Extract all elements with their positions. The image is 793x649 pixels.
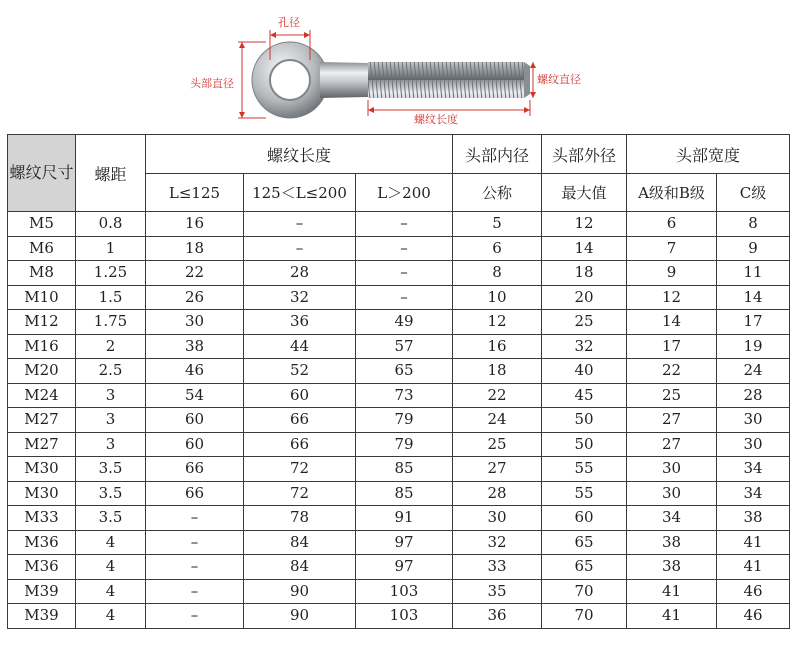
cell-thread-size: M16 <box>8 334 76 359</box>
cell-length-c: 103 <box>356 579 453 604</box>
cell-length-a: 54 <box>146 383 244 408</box>
cell-length-c: 103 <box>356 604 453 629</box>
table-body <box>8 212 790 629</box>
cell-length-c: – <box>356 285 453 310</box>
cell-head-outer-max: 55 <box>542 457 627 482</box>
cell-length-c: – <box>356 261 453 286</box>
cell-pitch: 4 <box>76 579 146 604</box>
cell-head-outer-max: 65 <box>542 555 627 580</box>
bolt-eye <box>252 42 328 118</box>
header-grade-c: C级 <box>717 174 790 212</box>
cell-pitch: 3 <box>76 408 146 433</box>
cell-width-grade-c: 30 <box>717 432 790 457</box>
cell-length-c: 97 <box>356 530 453 555</box>
cell-head-inner-nominal: 36 <box>453 604 542 629</box>
cell-head-outer-max: 40 <box>542 359 627 384</box>
eye-bolt-spec-table <box>7 134 790 629</box>
cell-thread-size: M27 <box>8 408 76 433</box>
cell-width-grade-ab: 30 <box>627 481 717 506</box>
cell-head-outer-max: 20 <box>542 285 627 310</box>
cell-width-grade-c: 8 <box>717 212 790 237</box>
cell-length-b: 90 <box>244 579 356 604</box>
table-row <box>8 359 790 384</box>
cell-pitch: 3.5 <box>76 457 146 482</box>
cell-width-grade-c: 34 <box>717 457 790 482</box>
thread-diameter-label: 螺纹直径 <box>537 73 581 86</box>
header-head-width: 头部宽度 <box>627 135 790 174</box>
cell-head-inner-nominal: 27 <box>453 457 542 482</box>
cell-head-outer-max: 65 <box>542 530 627 555</box>
cell-pitch: 3.5 <box>76 506 146 531</box>
cell-head-inner-nominal: 18 <box>453 359 542 384</box>
cell-length-c: 85 <box>356 457 453 482</box>
table-row <box>8 432 790 457</box>
cell-thread-size: M8 <box>8 261 76 286</box>
cell-length-c: 79 <box>356 408 453 433</box>
cell-length-b: 44 <box>244 334 356 359</box>
cell-pitch: 3 <box>76 432 146 457</box>
cell-width-grade-c: 41 <box>717 555 790 580</box>
cell-thread-size: M10 <box>8 285 76 310</box>
cell-length-c: 65 <box>356 359 453 384</box>
cell-width-grade-c: 11 <box>717 261 790 286</box>
cell-length-a: 66 <box>146 481 244 506</box>
cell-head-inner-nominal: 12 <box>453 310 542 335</box>
cell-width-grade-ab: 7 <box>627 236 717 261</box>
cell-width-grade-ab: 14 <box>627 310 717 335</box>
eye-bolt-illustration <box>0 0 793 132</box>
cell-length-a: – <box>146 579 244 604</box>
head-diameter-label: 头部直径 <box>190 77 234 90</box>
cell-head-inner-nominal: 32 <box>453 530 542 555</box>
cell-length-b: 32 <box>244 285 356 310</box>
cell-thread-size: M36 <box>8 555 76 580</box>
cell-head-inner-nominal: 24 <box>453 408 542 433</box>
cell-width-grade-c: 24 <box>717 359 790 384</box>
cell-thread-size: M27 <box>8 432 76 457</box>
cell-width-grade-ab: 41 <box>627 604 717 629</box>
cell-head-outer-max: 70 <box>542 579 627 604</box>
cell-length-a: 16 <box>146 212 244 237</box>
cell-width-grade-ab: 41 <box>627 579 717 604</box>
cell-length-a: 38 <box>146 334 244 359</box>
cell-length-b: 52 <box>244 359 356 384</box>
cell-thread-size: M39 <box>8 604 76 629</box>
cell-length-b: – <box>244 212 356 237</box>
table-row <box>8 261 790 286</box>
table-row <box>8 457 790 482</box>
cell-head-outer-max: 45 <box>542 383 627 408</box>
cell-width-grade-ab: 27 <box>627 432 717 457</box>
cell-length-b: 72 <box>244 457 356 482</box>
header-nominal: 公称 <box>453 174 542 212</box>
cell-width-grade-c: 28 <box>717 383 790 408</box>
cell-head-outer-max: 14 <box>542 236 627 261</box>
table-row <box>8 530 790 555</box>
cell-head-outer-max: 18 <box>542 261 627 286</box>
cell-thread-size: M24 <box>8 383 76 408</box>
cell-length-c: 85 <box>356 481 453 506</box>
cell-length-a: – <box>146 530 244 555</box>
cell-length-b: 66 <box>244 408 356 433</box>
header-head-inner: 头部内径 <box>453 135 542 174</box>
cell-head-inner-nominal: 28 <box>453 481 542 506</box>
cell-length-b: 84 <box>244 555 356 580</box>
cell-length-c: 49 <box>356 310 453 335</box>
cell-length-a: 18 <box>146 236 244 261</box>
cell-width-grade-c: 41 <box>717 530 790 555</box>
header-length-a: L≤125 <box>146 174 244 212</box>
cell-width-grade-ab: 12 <box>627 285 717 310</box>
cell-head-inner-nominal: 33 <box>453 555 542 580</box>
cell-thread-size: M39 <box>8 579 76 604</box>
cell-width-grade-c: 38 <box>717 506 790 531</box>
table-row <box>8 579 790 604</box>
cell-width-grade-c: 9 <box>717 236 790 261</box>
cell-pitch: 1.5 <box>76 285 146 310</box>
cell-length-b: 84 <box>244 530 356 555</box>
cell-width-grade-ab: 25 <box>627 383 717 408</box>
cell-length-a: 66 <box>146 457 244 482</box>
cell-width-grade-c: 46 <box>717 604 790 629</box>
cell-width-grade-c: 14 <box>717 285 790 310</box>
cell-pitch: 3.5 <box>76 481 146 506</box>
cell-length-a: – <box>146 506 244 531</box>
cell-thread-size: M30 <box>8 457 76 482</box>
cell-length-a: – <box>146 555 244 580</box>
cell-width-grade-c: 46 <box>717 579 790 604</box>
cell-length-c: 57 <box>356 334 453 359</box>
cell-pitch: 2.5 <box>76 359 146 384</box>
cell-width-grade-ab: 17 <box>627 334 717 359</box>
cell-head-outer-max: 32 <box>542 334 627 359</box>
cell-thread-size: M20 <box>8 359 76 384</box>
cell-pitch: 0.8 <box>76 212 146 237</box>
cell-width-grade-c: 17 <box>717 310 790 335</box>
cell-width-grade-c: 19 <box>717 334 790 359</box>
cell-length-a: 60 <box>146 408 244 433</box>
table-row <box>8 555 790 580</box>
cell-length-c: 73 <box>356 383 453 408</box>
cell-width-grade-ab: 34 <box>627 506 717 531</box>
header-length-b: 125＜L≤200 <box>244 174 356 212</box>
cell-length-a: 46 <box>146 359 244 384</box>
cell-pitch: 4 <box>76 530 146 555</box>
cell-head-outer-max: 50 <box>542 432 627 457</box>
cell-head-inner-nominal: 6 <box>453 236 542 261</box>
cell-head-inner-nominal: 8 <box>453 261 542 286</box>
cell-width-grade-ab: 9 <box>627 261 717 286</box>
cell-pitch: 1.25 <box>76 261 146 286</box>
cell-width-grade-c: 30 <box>717 408 790 433</box>
table-row <box>8 383 790 408</box>
cell-width-grade-ab: 38 <box>627 555 717 580</box>
cell-length-c: 79 <box>356 432 453 457</box>
cell-length-c: 91 <box>356 506 453 531</box>
cell-head-inner-nominal: 16 <box>453 334 542 359</box>
cell-thread-size: M33 <box>8 506 76 531</box>
cell-head-outer-max: 12 <box>542 212 627 237</box>
header-max: 最大值 <box>542 174 627 212</box>
header-head-outer: 头部外径 <box>542 135 627 174</box>
cell-pitch: 2 <box>76 334 146 359</box>
cell-pitch: 1 <box>76 236 146 261</box>
cell-head-inner-nominal: 22 <box>453 383 542 408</box>
cell-head-outer-max: 70 <box>542 604 627 629</box>
cell-length-b: 78 <box>244 506 356 531</box>
cell-head-outer-max: 50 <box>542 408 627 433</box>
cell-pitch: 1.75 <box>76 310 146 335</box>
cell-length-c: – <box>356 212 453 237</box>
cell-length-b: 66 <box>244 432 356 457</box>
table-row <box>8 212 790 237</box>
table-row <box>8 285 790 310</box>
cell-length-b: 72 <box>244 481 356 506</box>
cell-width-grade-ab: 22 <box>627 359 717 384</box>
cell-head-outer-max: 60 <box>542 506 627 531</box>
cell-length-c: 97 <box>356 555 453 580</box>
bolt-shank <box>320 62 530 98</box>
table-row <box>8 506 790 531</box>
cell-head-outer-max: 55 <box>542 481 627 506</box>
cell-thread-size: M36 <box>8 530 76 555</box>
cell-length-a: 22 <box>146 261 244 286</box>
cell-length-a: 60 <box>146 432 244 457</box>
cell-length-b: 60 <box>244 383 356 408</box>
cell-length-a: 30 <box>146 310 244 335</box>
table-row <box>8 236 790 261</box>
cell-width-grade-ab: 6 <box>627 212 717 237</box>
cell-pitch: 4 <box>76 555 146 580</box>
header-thread-length: 螺纹长度 <box>146 135 453 174</box>
cell-length-b: 90 <box>244 604 356 629</box>
cell-width-grade-ab: 27 <box>627 408 717 433</box>
table-row <box>8 481 790 506</box>
thread-length-label: 螺纹长度 <box>414 113 458 126</box>
cell-length-b: – <box>244 236 356 261</box>
cell-width-grade-ab: 38 <box>627 530 717 555</box>
table-row <box>8 334 790 359</box>
cell-thread-size: M6 <box>8 236 76 261</box>
cell-length-b: 36 <box>244 310 356 335</box>
cell-head-inner-nominal: 25 <box>453 432 542 457</box>
cell-head-inner-nominal: 10 <box>453 285 542 310</box>
cell-width-grade-ab: 30 <box>627 457 717 482</box>
table-row <box>8 604 790 629</box>
cell-length-a: 26 <box>146 285 244 310</box>
cell-length-a: – <box>146 604 244 629</box>
cell-head-inner-nominal: 5 <box>453 212 542 237</box>
cell-length-b: 28 <box>244 261 356 286</box>
cell-pitch: 4 <box>76 604 146 629</box>
cell-thread-size: M5 <box>8 212 76 237</box>
table-row <box>8 310 790 335</box>
eye-bolt-diagram <box>0 0 793 132</box>
cell-thread-size: M12 <box>8 310 76 335</box>
cell-pitch: 3 <box>76 383 146 408</box>
cell-head-outer-max: 25 <box>542 310 627 335</box>
cell-thread-size: M30 <box>8 481 76 506</box>
header-grade-ab: A级和B级 <box>627 174 717 212</box>
table-row <box>8 408 790 433</box>
header-pitch: 螺距 <box>76 135 146 212</box>
cell-head-inner-nominal: 35 <box>453 579 542 604</box>
cell-length-c: – <box>356 236 453 261</box>
header-thread-size: 螺纹尺寸 <box>8 135 76 212</box>
cell-width-grade-c: 34 <box>717 481 790 506</box>
header-length-c: L＞200 <box>356 174 453 212</box>
cell-head-inner-nominal: 30 <box>453 506 542 531</box>
hole-diameter-label: 孔径 <box>278 16 300 29</box>
